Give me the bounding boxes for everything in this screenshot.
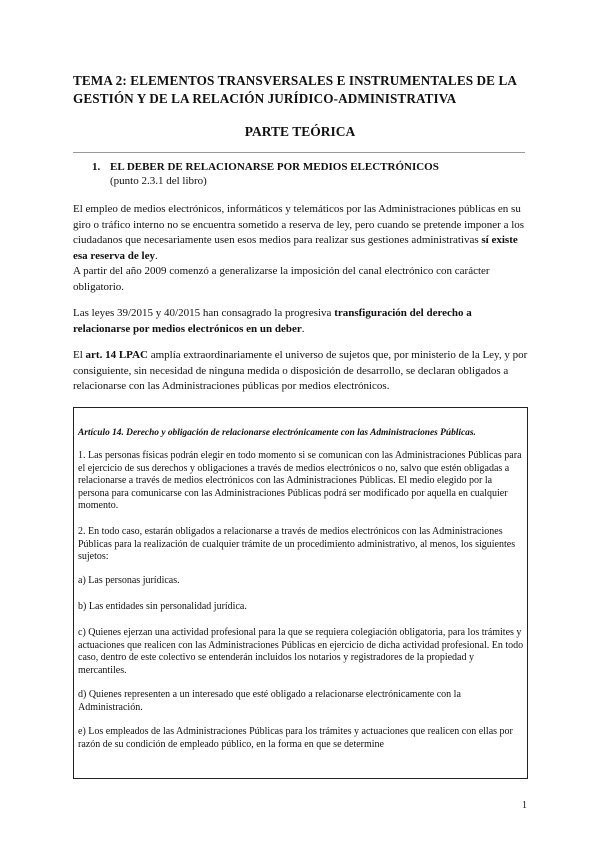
paragraph-1-bold: sí existe esa reserva de ley [73, 234, 518, 262]
section-heading [92, 160, 439, 188]
paragraph-1-text: El empleo de medios electrónicos, informáticos y telemáticos por las Administraciones públicas en su giro o tráfico interno no se encuentra sometido a reserva de ley, pero cuando se pretende imponer a los ciudadanos que necesariamente usen esos medios para realizar sus gestiones administrativas [73, 203, 525, 247]
article-title: Artículo 14. Derecho y obligación de relacionarse electrónicamente con las Administraciones Públicas. [78, 428, 476, 438]
paragraph-4 [73, 348, 528, 395]
article-item-b: b) Las entidades sin personalidad jurídica. [78, 601, 247, 612]
section-number: 1. [92, 161, 101, 173]
article-box [73, 407, 528, 779]
article-item-2: 2. En todo caso, estarán obligados a relacionarse a través de medios electrónicos con las Administraciones Públicas para la realización de cualquier trámite de un procedimiento administrativo, al menos, los siguientes sujetos: [78, 526, 516, 563]
paragraph-2: A partir del año 2009 comenzó a generalizarse la imposición del canal electrónico con carácter obligatorio. [73, 265, 490, 293]
paragraph-3-text: Las leyes 39/2015 y 40/2015 han consagrado la progresiva [73, 307, 335, 319]
article-item-1: 1. Las personas físicas podrán elegir en todo momento si se comunican con las Administraciones Públicas para el ejercicio de sus derechos y obligaciones a través de medios electrónicos o no, salvo que estén obligadas a relacionarse a través de medios electrónicos con las Administraciones Públicas. El medio elegido por la persona para comunicarse con las Administraciones Públicas podrá ser modificado por aquella en cualquier momento. [78, 450, 522, 512]
page-number: 1 [522, 800, 527, 811]
paragraph-1-end: . [154, 249, 158, 262]
document-title: TEMA 2: ELEMENTOS TRANSVERSALES E INSTRUMENTALES DE LA GESTIÓN Y DE LA RELACIÓN JURÍDICO-ADMINISTRATIVA [73, 73, 517, 106]
paragraph-3-bold: transfiguración del derecho a relacionarse por medios electrónicos en un deber [73, 307, 472, 335]
section-reference: (punto 2.3.1 del libro) [110, 175, 207, 187]
document-subtitle: PARTE TEÓRICA [244, 124, 356, 139]
horizontal-rule [73, 152, 525, 153]
paragraph-4-start: El [73, 349, 86, 361]
paragraph-4-bold: art. 14 LPAC [85, 349, 148, 361]
paragraph-1 [73, 202, 528, 264]
article-item-a: a) Las personas jurídicas. [78, 575, 180, 586]
paragraph-3 [73, 306, 528, 337]
article-item-d: d) Quienes representen a un interesado que esté obligado a relacionarse electrónicamente con la Administración. [78, 689, 461, 713]
paragraph-4-text: amplía extraordinariamente el universo de sujetos que, por ministerio de la Ley, y por consiguiente, sin necesidad de ninguna medida o disposición de desarrollo, se declaran obligados a relacionarse con las Administraciones públicas por medios electrónicos. [73, 349, 528, 393]
article-item-c: c) Quienes ejerzan una actividad profesional para la que se requiera colegiación obligatoria, para los trámites y actuaciones que realicen con las Administraciones Públicas en ejercicio de dicha actividad profesional. En todo caso, dentro de este colectivo se entenderán incluidos los notarios y registradores de la propiedad y mercantiles. [78, 627, 524, 676]
section-title: EL DEBER DE RELACIONARSE POR MEDIOS ELECTRÓNICOS [110, 161, 439, 173]
paragraph-3-end: . [301, 322, 305, 335]
article-item-e: e) Los empleados de las Administraciones Públicas para los trámites y actuaciones que realicen con ellas por razón de su condición de empleado público, en la forma en que se determine [78, 726, 513, 750]
